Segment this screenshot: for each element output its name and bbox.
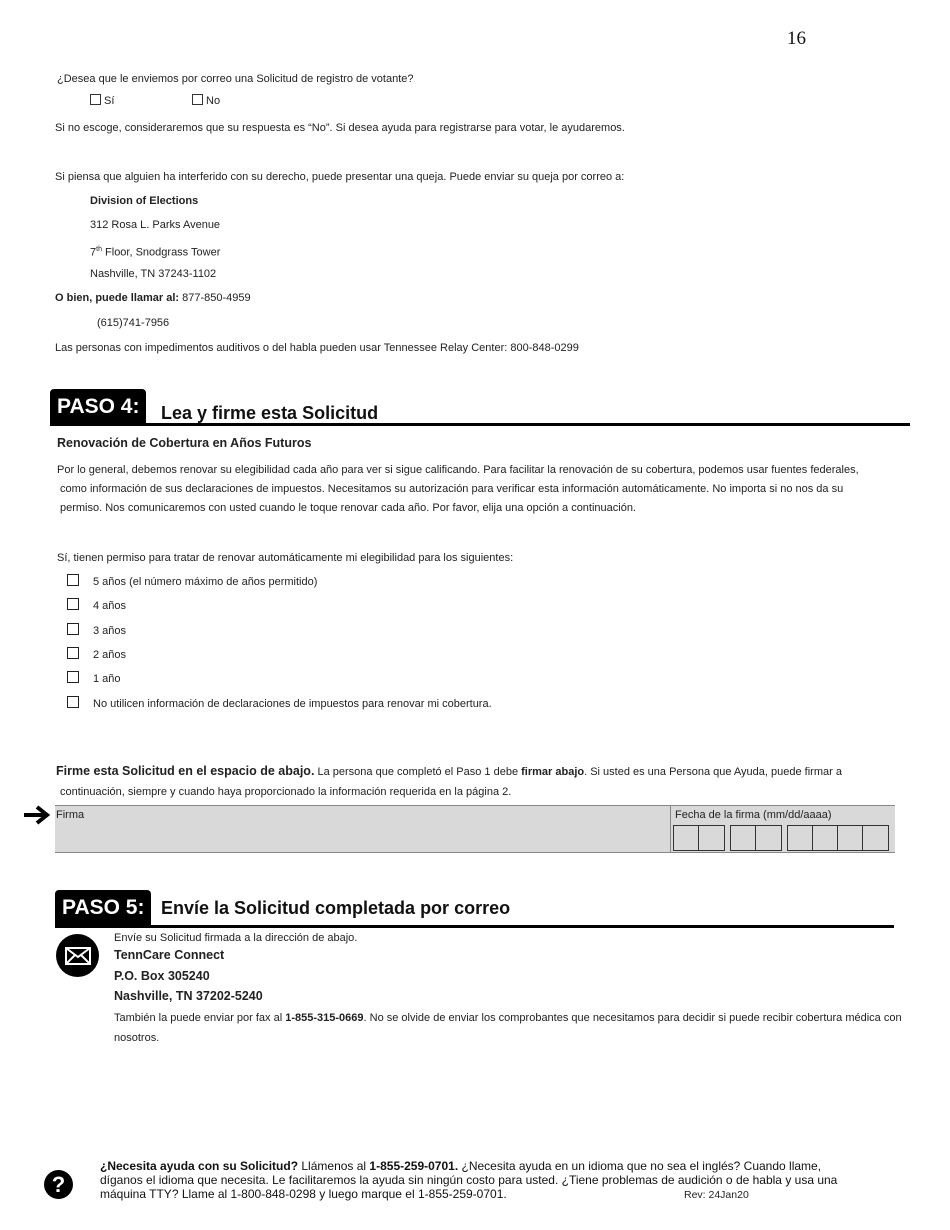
- call-phone-1: 877-850-4959: [179, 292, 251, 304]
- date-day-digit[interactable]: [756, 826, 781, 850]
- call-label: O bien, puede llamar al:: [55, 292, 180, 304]
- fax-text2: . No se olvide de enviar los comprobantes que necesitamos para decidir si puede recibir cobertura médica con: [363, 1012, 902, 1024]
- renew-2-years-label: 2 años: [93, 649, 127, 661]
- mail-intro: Envíe su Solicitud firmada a la dirección de abajo.: [114, 932, 358, 944]
- elections-floor: [90, 243, 220, 260]
- page-number: 16: [787, 28, 806, 49]
- voter-no-option[interactable]: [192, 94, 220, 108]
- elections-name: Division of Elections: [90, 195, 199, 207]
- help-phone: 1-855-259-0701.: [369, 1159, 459, 1173]
- arrow-right-icon: [22, 804, 52, 826]
- voter-note: Si no escoge, consideraremos que su respuesta es “No”. Si desea ayuda para registrarse para votar, le ayudaremos.: [55, 122, 625, 134]
- no-tax-info-checkbox[interactable]: [67, 696, 79, 708]
- sign-instructions-bold: Firme esta Solicitud en el espacio de abajo.: [56, 764, 315, 778]
- renewal-para-line1: Por lo general, debemos renovar su elegibilidad cada año para ver si sigue calificando. Para facilitar la renovación de su cobertura, podemos usar fuentes federales,: [57, 464, 859, 476]
- renew-3-years-checkbox[interactable]: [67, 623, 79, 635]
- mail-addr-box: P.O. Box 305240: [114, 969, 210, 983]
- renew-1-year-label: 1 año: [93, 673, 121, 685]
- permission-intro: Sí, tienen permiso para tratar de renovar automáticamente mi elegibilidad para los siguientes:: [57, 552, 514, 564]
- date-year-digit[interactable]: [813, 826, 838, 850]
- renew-3-years-label: 3 años: [93, 625, 127, 637]
- renew-1-year-checkbox[interactable]: [67, 671, 79, 683]
- date-year-digit[interactable]: [863, 826, 888, 850]
- step4-rule: [50, 423, 910, 426]
- step4-badge: PASO 4:: [50, 389, 146, 425]
- date-day-digit[interactable]: [731, 826, 756, 850]
- sign-instructions: [56, 764, 842, 779]
- fax-line2: nosotros.: [114, 1032, 160, 1044]
- complaint-text: Si piensa que alguien ha interferido con su derecho, puede presentar una queja. Puede enviar su queja por correo a:: [55, 171, 625, 183]
- help-line2: díganos el idioma que necesita. Le facilitaremos la ayuda sin ningún costo para usted. ¿Tiene problemas de audición o de habla y usa una: [100, 1173, 838, 1187]
- voter-no-label: No: [206, 95, 221, 107]
- renewal-heading: Renovación de Cobertura en Años Futuros: [57, 436, 312, 450]
- revision-label: Rev: 24Jan20: [684, 1189, 749, 1201]
- voter-no-checkbox[interactable]: [192, 94, 203, 105]
- renew-5-years-checkbox[interactable]: [67, 574, 79, 586]
- step5-rule: [55, 925, 894, 928]
- step5-title: Envíe la Solicitud completada por correo: [161, 898, 511, 918]
- help-line3: máquina TTY? Llame al 1-800-848-0298 y luego marque el 1-855-259-0701.: [100, 1187, 507, 1201]
- voter-yes-label: Sí: [104, 95, 115, 107]
- fax-text1: También la puede enviar por fax al: [114, 1012, 286, 1024]
- signature-date-label: Fecha de la firma (mm/dd/aaaa): [675, 809, 832, 821]
- elections-city: Nashville, TN 37243-1102: [90, 268, 217, 280]
- signature-label: Firma: [56, 809, 85, 821]
- step5-badge: PASO 5:: [55, 890, 151, 926]
- voter-yes-option[interactable]: [90, 94, 114, 108]
- sign-instructions-bold2: firmar abajo: [521, 766, 585, 778]
- renew-4-years-label: 4 años: [93, 600, 127, 612]
- renew-2-years-checkbox[interactable]: [67, 647, 79, 659]
- mail-envelope-icon: [56, 934, 99, 977]
- date-month-digit[interactable]: [674, 826, 699, 850]
- no-tax-info-label: No utilicen información de declaraciones de impuestos para renovar mi cobertura.: [93, 698, 492, 710]
- renewal-para-line3: permiso. Nos comunicaremos con usted cuando le toque renovar cada año. Por favor, elija una opción a continuación.: [60, 502, 637, 514]
- help-text2: ¿Necesita ayuda en un idioma que no sea el inglés? Cuando llame,: [458, 1159, 822, 1173]
- renew-4-years-checkbox[interactable]: [67, 598, 79, 610]
- sign-instructions-line2: continuación, siempre y cuando haya proporcionado la información requerida en la página 2.: [60, 786, 512, 798]
- call-line: [55, 291, 251, 305]
- elections-street: 312 Rosa L. Parks Avenue: [90, 219, 221, 231]
- fax-line1: [114, 1011, 902, 1025]
- renewal-para-line2: como información de sus declaraciones de impuestos. Necesitamos su autorización para verificar esta información automáticamente. No importa si no nos da su: [60, 483, 844, 495]
- fax-number: 1-855-315-0669: [285, 1012, 364, 1024]
- date-month-digit[interactable]: [699, 826, 724, 850]
- date-year-group: [787, 825, 889, 851]
- date-year-digit[interactable]: [788, 826, 813, 850]
- call-phone-2: (615)741-7956: [97, 317, 170, 329]
- renew-5-years-label: 5 años (el número máximo de años permitido): [93, 576, 318, 588]
- sign-instructions-text1: La persona que completó el Paso 1 debe: [314, 766, 522, 778]
- sign-instructions-text2: . Si usted es una Persona que Ayuda, puede firmar a: [584, 766, 842, 778]
- floor-suffix: th: [96, 246, 102, 253]
- signature-field[interactable]: [55, 805, 670, 853]
- mail-addr-name: TennCare Connect: [114, 948, 225, 962]
- help-bold: ¿Necesita ayuda con su Solicitud?: [100, 1159, 299, 1173]
- date-month-group: [673, 825, 725, 851]
- help-line1: [100, 1159, 821, 1173]
- mail-addr-city: Nashville, TN 37202-5240: [114, 989, 263, 1003]
- floor-number: 7: [90, 246, 97, 259]
- relay-text: Las personas con impedimentos auditivos o del habla pueden usar Tennessee Relay Center: 800-848-0299: [55, 342, 579, 354]
- floor-text: Floor, Snodgrass Tower: [101, 246, 221, 259]
- date-year-digit[interactable]: [838, 826, 863, 850]
- date-day-group: [730, 825, 782, 851]
- date-digit-boxes: [673, 825, 894, 851]
- voter-question: ¿Desea que le enviemos por correo una Solicitud de registro de votante?: [57, 73, 414, 85]
- question-mark-icon: ?: [44, 1170, 73, 1199]
- step4-title: Lea y firme esta Solicitud: [161, 403, 379, 423]
- help-text1: Llámenos al: [298, 1159, 370, 1173]
- voter-yes-checkbox[interactable]: [90, 94, 101, 105]
